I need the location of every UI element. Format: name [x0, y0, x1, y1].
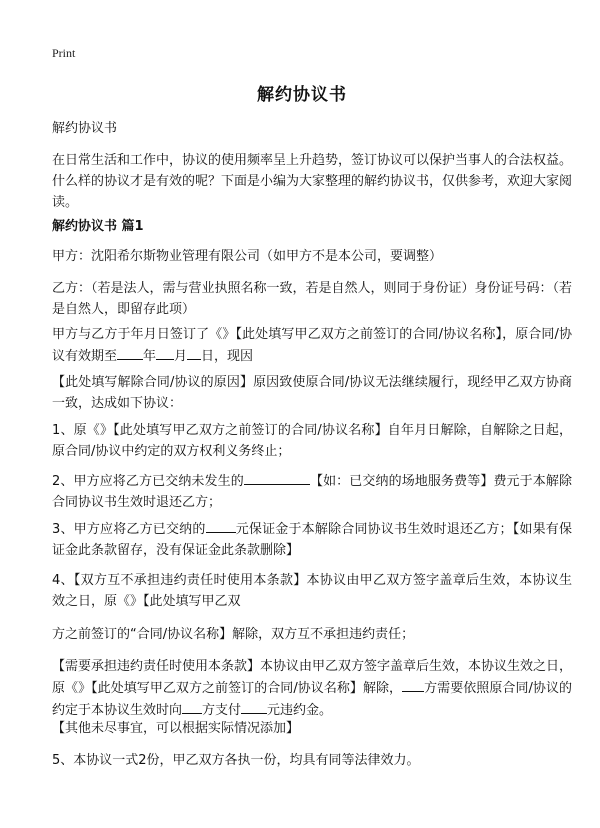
clause-text: 方需要依照原合同/协议的约定于本协议生效时向	[52, 681, 572, 718]
document-title: 解约协议书	[257, 85, 347, 105]
blank-line	[244, 470, 310, 485]
clause-text: 2、甲方应将乙方已交纳未发生的	[52, 474, 244, 489]
clause-text: 【需要承担违约责任时使用本条款】本协议由甲乙双方签字盖章后生效，本协议生效之日，原《》【此处填写甲乙双方之前签订的合同/协议名称】解除，	[52, 659, 573, 696]
paragraph-text: 年	[143, 349, 157, 364]
clause-text: 方支付	[202, 703, 242, 718]
blank-line	[402, 677, 424, 692]
clause-4: 4、【双方互不承担违约责任时使用本条款】本协议由甲乙双方签字盖章后生效，本协议生效之日，原《》【此处填写甲乙双	[52, 573, 572, 609]
document-subtitle: 解约协议书	[52, 121, 118, 136]
clause-text: 元保证金于本解除合同协议书生效时退还乙方；【如果有保证金此条款留存，没有保证金此条款删除】	[52, 522, 572, 558]
blank-line	[182, 699, 202, 714]
clause-1: 1、原《》【此处填写甲乙双方之前签订的合同/协议名称】自年月日解除，自解除之日起，原合同/协议中约定的双方权利义务终止；	[52, 423, 572, 459]
blank-line	[117, 345, 143, 360]
other-matters-note: 【其他未尽事宜，可以根据实际情况添加】	[52, 721, 300, 736]
clause-text: 【如：已交纳的场地服务费等】费元于本解除合同协议书生效时退还乙方；	[52, 474, 572, 510]
paragraph-text: 日，现因	[201, 349, 254, 364]
intro-paragraph: 在日常生活和工作中，协议的使用频率呈上升趋势，签订协议可以保护当事人的合法权益。什么样的协议才是有效的呢？下面是小编为大家整理的解约协议书，仅供参考，欢迎大家阅读。	[52, 153, 573, 210]
blank-line	[156, 345, 174, 360]
paragraph-original-contract	[52, 324, 572, 367]
paragraph-text: 甲方与乙方于年月日签订了《》【此处填写甲乙双方之前签订的合同/协议名称】，原合同/协议有效期至	[52, 327, 572, 364]
section-heading: 解约协议书 篇1	[52, 219, 144, 234]
clause-2	[52, 470, 572, 513]
clause-3	[52, 518, 572, 561]
clause-4-continued: 方之前签订的“合同/协议名称】解除，双方互不承担违约责任；	[52, 627, 415, 642]
blank-line	[241, 699, 267, 714]
clause-text: 元违约金。	[267, 703, 333, 718]
party-b-paragraph: 乙方：（若是法人，需与营业执照名称一致，若是自然人，则同于身份证）身份证号码：（若是自然人，即留存此项）	[52, 281, 573, 317]
paragraph-text: 月	[174, 349, 188, 364]
clause-5: 5、本协议一式2份，甲乙双方各执一份，均具有同等法律效力。	[52, 753, 420, 768]
print-link[interactable]: Print	[52, 46, 76, 60]
paragraph-termination-reason: 【此处填写解除合同/协议的原因】原因致使原合同/协议无法继续履行，现经甲乙双方协商一致，达成如下协议：	[52, 375, 572, 411]
party-a-paragraph: 甲方：沈阳希尔斯物业管理有限公司（如甲方不是本公司，要调整）	[52, 249, 443, 264]
blank-line	[206, 518, 236, 533]
blank-line	[187, 345, 201, 360]
clause-4-alternative	[52, 656, 572, 721]
clause-text: 3、甲方应将乙方已交纳的	[52, 522, 206, 537]
